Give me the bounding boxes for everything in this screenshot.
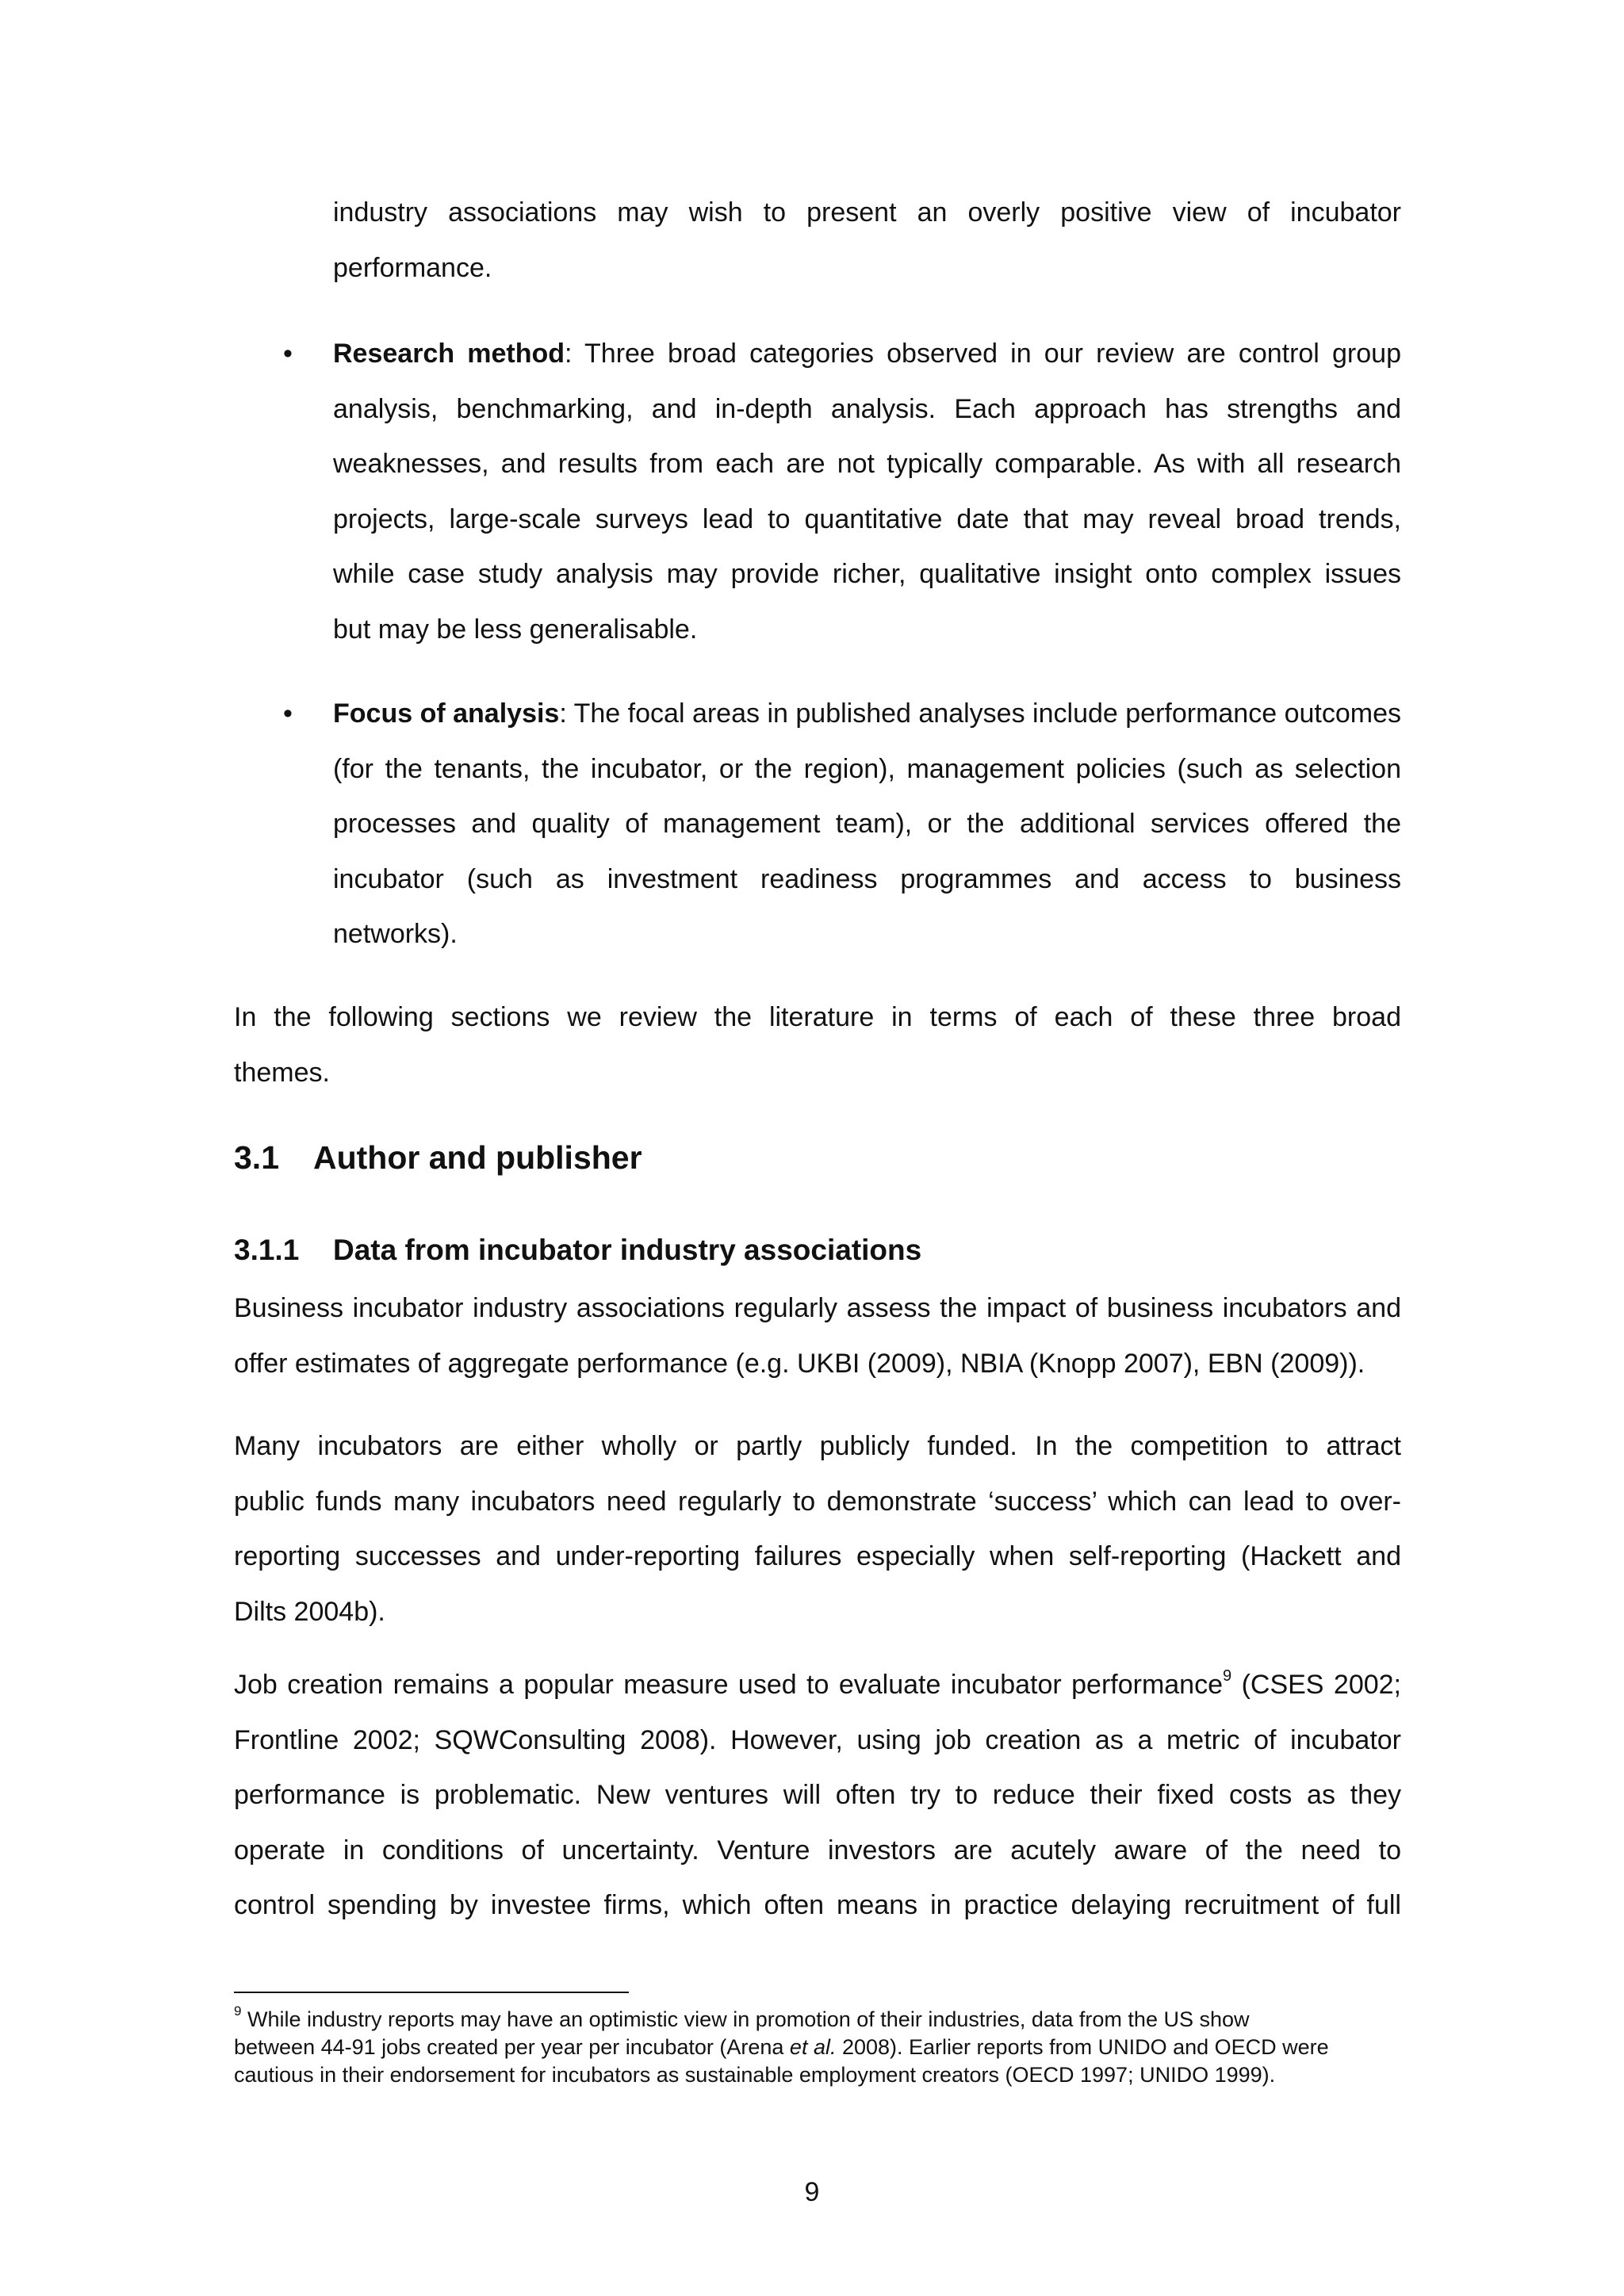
text-line: Frontline 2002; SQWConsulting 2008). However, using job creation as a metric of incubator: [234, 1724, 1401, 1755]
subsection-heading-text: [234, 1230, 1401, 1270]
text-line: incubator (such as investment readiness programmes and access to business: [333, 863, 1401, 894]
text-line: offer estimates of aggregate performance (e.g. UKBI (2009), NBIA (Knopp 2007), EBN (2009)).: [234, 1348, 1365, 1379]
text-span: (CSES 2002;: [1231, 1670, 1401, 1700]
paragraph-following-sections: [234, 990, 1401, 1100]
bullet-item-research-method: [333, 327, 1401, 657]
subsection-number: 3.1.1: [234, 1234, 300, 1266]
text-line: (for the tenants, the incubator, or the region), management policies (such as selection: [333, 753, 1401, 784]
bullet-text: : Three broad categories observed in our review are control group: [565, 339, 1401, 369]
subsection-heading: [234, 1230, 1401, 1270]
paragraph-intro-continuation: [333, 186, 1401, 296]
section-title: Author and publisher: [313, 1139, 642, 1176]
text-line: projects, large-scale surveys lead to quantitative date that may reveal broad trends,: [333, 503, 1401, 534]
paragraph-job-creation: [234, 1658, 1401, 1934]
bullet-text: : The focal areas in published analyses include performance outcomes: [559, 698, 1401, 729]
footnote-separator: [234, 1992, 629, 1993]
footnote: [234, 2003, 1401, 2089]
footnote-line: [234, 2003, 1401, 2034]
footnote-reference[interactable]: 9: [1223, 1667, 1232, 1685]
bullet-marker: •: [283, 698, 293, 729]
page-number: 9: [804, 2177, 820, 2207]
text-line: [234, 1658, 1401, 1713]
footnote-mark: 9: [234, 2003, 242, 2019]
text-line: networks).: [333, 919, 458, 949]
text-line: performance.: [333, 252, 492, 283]
text-span: While industry reports may have an optimistic view in promotion of their industries, data from the US show: [241, 2007, 1250, 2031]
text-span-italic: et al.: [789, 2035, 837, 2059]
text-line: analysis, benchmarking, and in-depth analysis. Each approach has strengths and: [333, 393, 1401, 424]
text-line: performance is problematic. New ventures will often try to reduce their fixed costs as they: [234, 1780, 1401, 1810]
text-line: operate in conditions of uncertainty. Venture investors are acutely aware of the need to: [234, 1835, 1401, 1866]
text-line: reporting successes and under-reporting failures especially when self-reporting (Hackett and: [234, 1541, 1401, 1571]
text-line: [333, 687, 1401, 742]
text-span: 2008). Earlier reports from UNIDO and OECD were: [836, 2035, 1329, 2059]
text-line: Business incubator industry associations regularly assess the impact of business incubators and: [234, 1293, 1401, 1323]
text-span: between 44-91 jobs created per year per incubator (Arena: [234, 2035, 790, 2059]
text-line: public funds many incubators need regularly to demonstrate ‘success’ which can lead to over-: [234, 1486, 1401, 1517]
text-line: In the following sections we review the literature in terms of each of these three broad: [234, 1002, 1401, 1032]
paragraph-many-incubators: [234, 1419, 1401, 1640]
text-line: industry associations may wish to present an overly positive view of incubator: [333, 197, 1401, 228]
footnote-line: cautious in their endorsement for incubators as sustainable employment creators (OECD 1997; UNIDO 1999).: [234, 2063, 1276, 2087]
section-heading-text: [234, 1135, 1401, 1180]
text-line: Many incubators are either wholly or partly publicly funded. In the competition to attract: [234, 1431, 1401, 1461]
text-span: Job creation remains a popular measure used to evaluate incubator performance: [234, 1670, 1224, 1700]
text-line: but may be less generalisable.: [333, 614, 698, 645]
text-line: control spending by investee firms, which often means in practice delaying recruitment of full: [234, 1890, 1401, 1920]
text-line: themes.: [234, 1057, 330, 1088]
subsection-title: Data from incubator industry associations: [333, 1234, 922, 1266]
text-line: weaknesses, and results from each are not typically comparable. As with all research: [333, 449, 1401, 479]
section-number: 3.1: [234, 1139, 279, 1176]
text-line: while case study analysis may provide richer, qualitative insight onto complex issues: [333, 559, 1401, 589]
bullet-marker: •: [283, 339, 293, 369]
bullet-label: Research method: [333, 339, 565, 369]
text-line: Dilts 2004b).: [234, 1596, 385, 1627]
text-line: processes and quality of management team), or the additional services offered the: [333, 809, 1401, 839]
bullet-item-focus-of-analysis: [333, 687, 1401, 962]
bullet-label: Focus of analysis: [333, 698, 560, 729]
footnote-line: [234, 2034, 1401, 2061]
section-heading: [234, 1135, 1401, 1180]
paragraph-business-incubator: [234, 1281, 1401, 1391]
text-line: [333, 327, 1401, 382]
